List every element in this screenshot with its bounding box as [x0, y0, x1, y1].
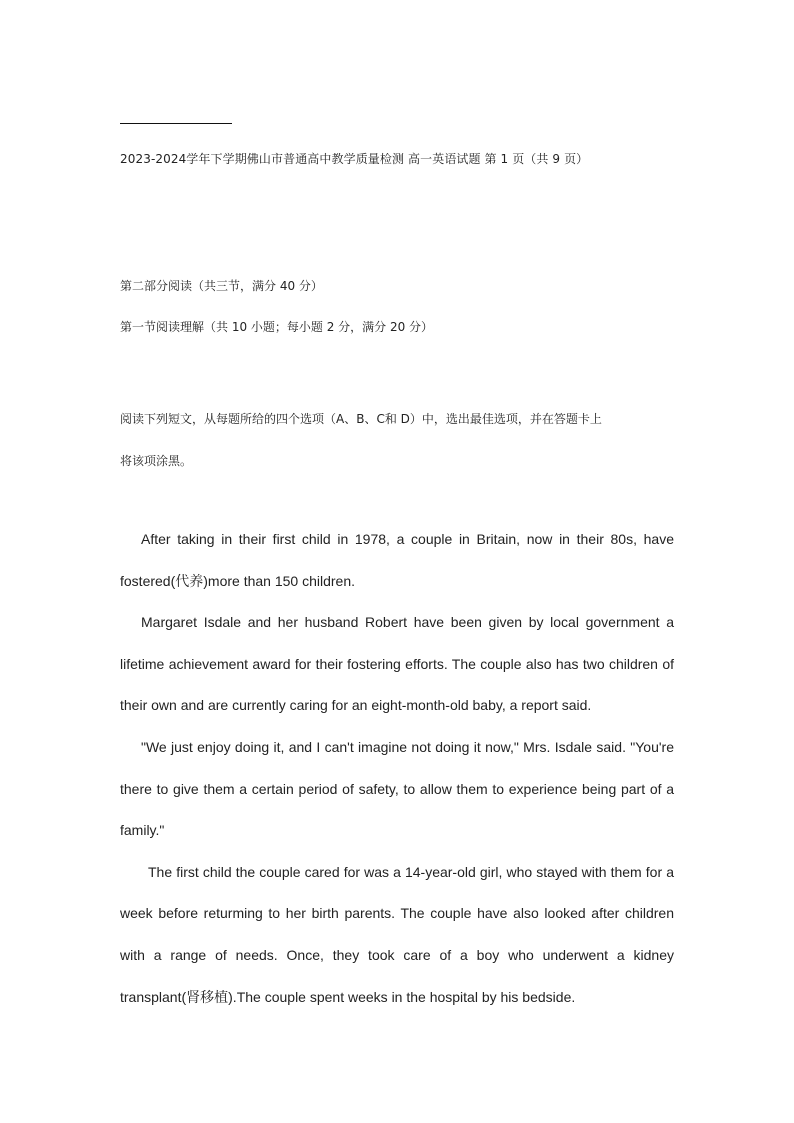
header-divider	[120, 123, 232, 124]
passage-paragraph: "We just enjoy doing it, and I can't imagine not doing it now," Mrs. Isdale said. "You're there to give them a certain period of safety, to allow them to experience being part of a family."	[120, 738, 674, 839]
passage-paragraph: Margaret Isdale and her husband Robert have been given by local government a lifetime achievement award for their fostering efforts. The couple also has two children of their own and are currently caring for an eight-month-old baby, a report said.	[120, 614, 674, 714]
instruction-line: 阅读下列短文，从每题所给的四个选项（A、B、C和 D）中，选出最佳选项，并在答题卡上	[120, 412, 602, 426]
passage-paragraph: After taking in their first child in 1978, a couple in Britain, now in their 80s, have fostered(代养)more than 150 children.	[120, 531, 674, 589]
instructions	[120, 398, 674, 482]
passage-paragraph: The first child the couple cared for was a 14-year-old girl, who stayed with them for a week before returming to her birth parents. The couple have also looked after children with a range of needs. Once, they took care of a boy who underwent a kidney transplant(肾移植).The couple spent weeks in the hospital by his bedside.	[120, 863, 674, 1005]
instruction-line: 将该项涂黑。	[120, 454, 193, 468]
page-header: 2023-2024学年下学期佛山市普通高中教学质量检测 高一英语试题 第 1 页（共 9 页）	[120, 152, 589, 166]
reading-passage	[120, 519, 674, 1018]
section-title: 第一节阅读理解（共 10 小题；每小题 2 分，满分 20 分）	[120, 320, 434, 334]
part-title: 第二部分阅读（共三节，满分 40 分）	[120, 279, 323, 293]
